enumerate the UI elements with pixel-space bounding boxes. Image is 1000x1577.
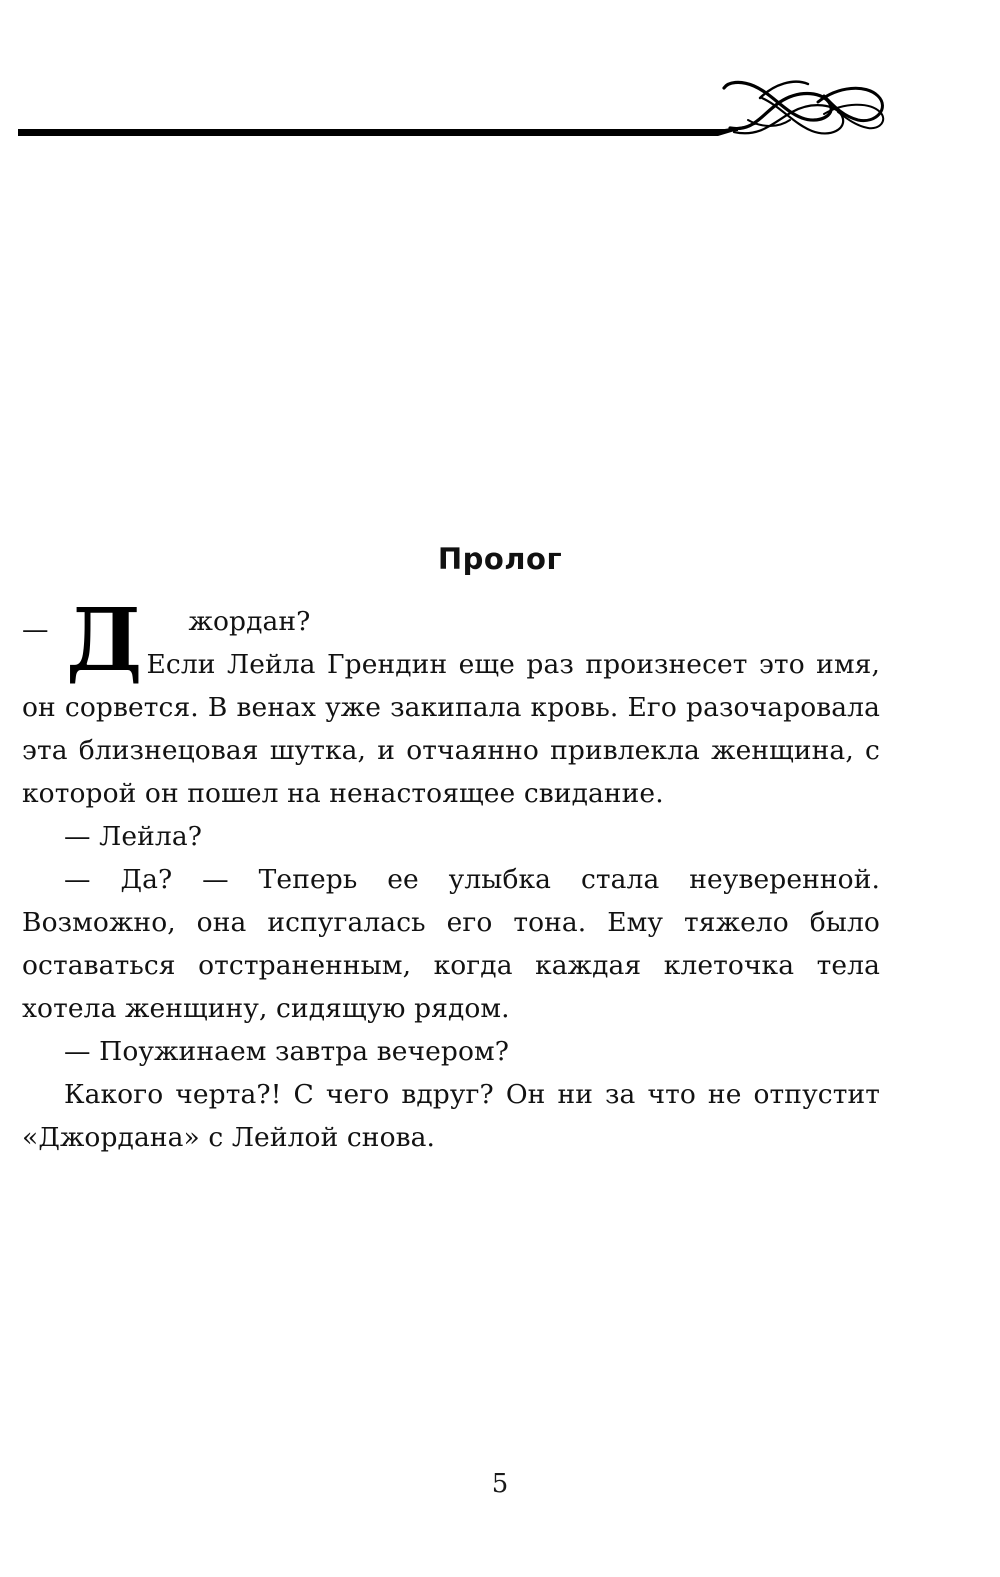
page-number: 5 [491,1469,509,1499]
flourish-rule-ornament [18,58,898,148]
page-title: Пролог [437,542,563,577]
paragraph: Если Лейла Грендин еще раз произнесет это имя, он сорвется. В венах уже закипала кровь. Его разочаровала эта близнецовая шутка, и отчаянно привлекла женщина, с которой он пошел на ненастоящее свидание. [22,649,880,809]
opening-paragraph [22,590,880,815]
drop-cap: Д [66,590,143,691]
opening-dash: — [22,614,49,645]
paragraph: Какого черта?! С чего вдруг? Он ни за что не отпустит «Джордана» с Лейлой снова. [22,1079,880,1153]
paragraph: — Поужинаем завтра вечером? [64,1036,510,1067]
paragraph-dropcap-line: жордан? [188,606,311,637]
paragraph: — Лейла? [64,821,203,852]
body-text [22,590,880,1159]
paragraph: — Да? — Теперь ее улыбка стала неуверенной. Возможно, она испугалась его тона. Ему тяжело было оставаться отстраненным, когда каждая клеточка тела хотела женщину, сидящую рядом. [22,864,880,1024]
